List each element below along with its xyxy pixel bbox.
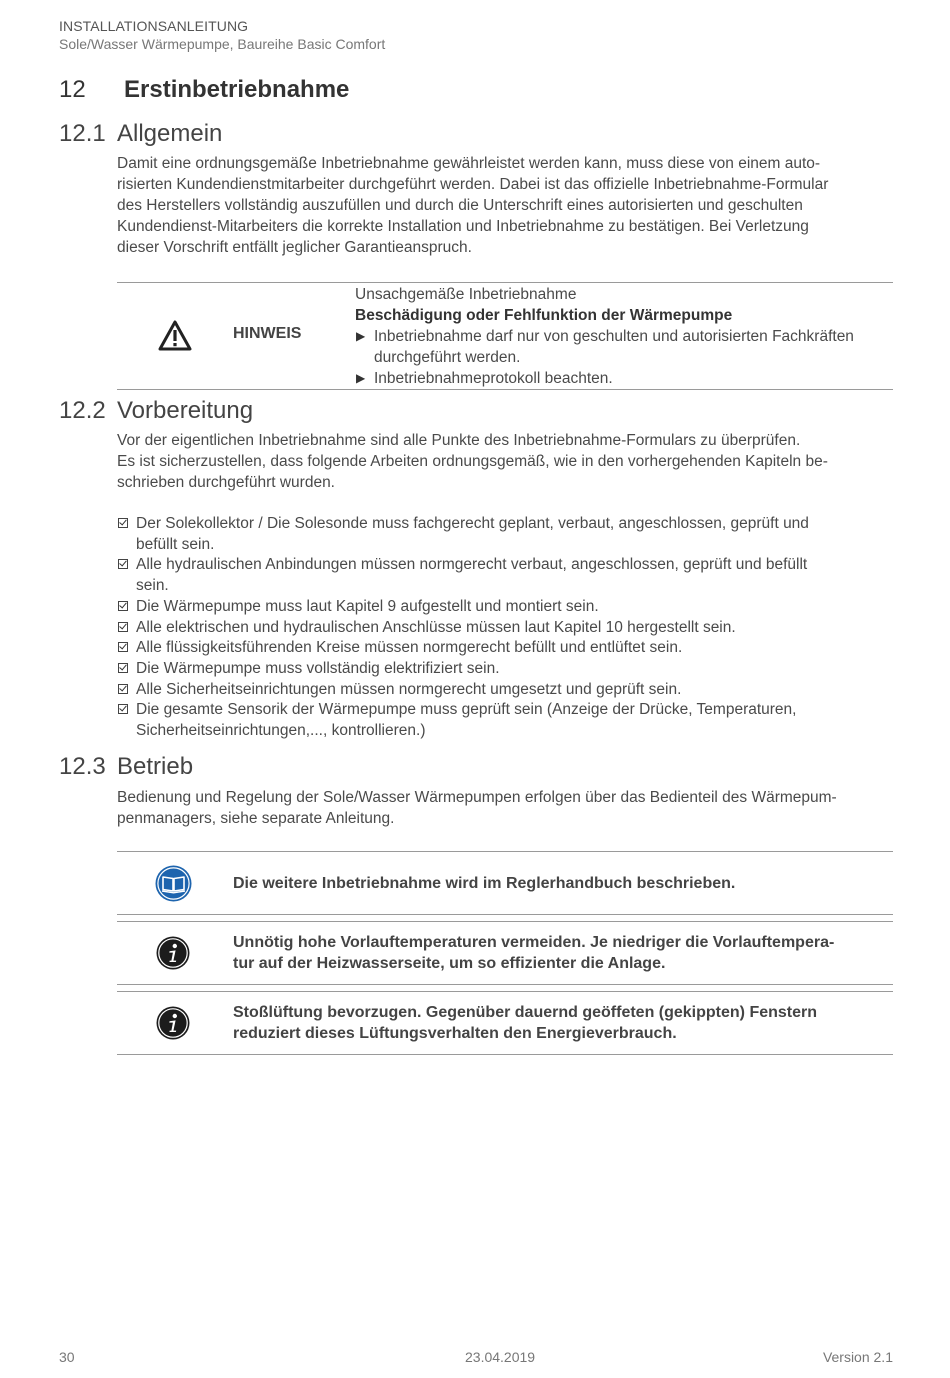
info-box-rule: [117, 1054, 893, 1055]
checklist-item: [117, 659, 893, 680]
text-line: Vor der eigentlichen Inbetriebnahme sind alle Punkte des Inbetriebnahme-Formulars zu überprüfen.: [117, 432, 801, 449]
info-box-rule: [117, 991, 893, 992]
section-heading-betrieb: [59, 753, 193, 781]
page-number: 30: [59, 1349, 75, 1365]
info-box-rule: [117, 914, 893, 915]
chapter-number: 12: [59, 76, 86, 103]
info-line: reduziert dieses Lüftungsverhalten den Energieverbrauch.: [233, 1025, 677, 1042]
preparation-checklist: [117, 514, 893, 742]
section-vorbereitung-text: [117, 430, 893, 493]
text-line: Es ist sicherzustellen, dass folgende Arbeiten ordnungsgemäß, wie in den vorhergehenden Kapiteln be-: [117, 453, 828, 470]
checklist-line: Der Solekollektor / Die Solesonde muss fachgerecht geplant, verbaut, angeschlossen, geprüft und: [136, 515, 809, 532]
checklist-line: Sicherheitseinrichtungen,..., kontrollieren.): [136, 722, 426, 740]
checkbox-checked-icon: [118, 663, 128, 673]
info-icon: [156, 1006, 190, 1045]
notice-bullet: [355, 326, 900, 368]
text-line: Kundendienst-Mitarbeiters die korrekte Installation und Inbetriebnahme zu bestätigen. Bei Verletzung: [117, 218, 809, 235]
checklist-item: [117, 638, 893, 659]
text-line: risierten Kundendienstmitarbeiter durchgeführt werden. Dabei ist das offizielle Inbetriebnahme-Formular: [117, 176, 829, 193]
checklist-item: [117, 618, 893, 639]
section-betrieb-text: [117, 787, 893, 829]
notice-bullet-line: Inbetriebnahmeprotokoll beachten.: [374, 370, 613, 387]
checklist-line: Alle Sicherheitseinrichtungen müssen normgerecht umgesetzt und geprüft sein.: [136, 680, 682, 698]
checklist-line: Alle hydraulischen Anbindungen müssen normgerecht verbaut, angeschlossen, geprüft und befüllt: [136, 556, 808, 574]
checklist-line: Die Wärmepumpe muss laut Kapitel 9 aufgestellt und montiert sein.: [136, 597, 599, 615]
section-title: Betrieb: [117, 753, 194, 780]
notice-text: [355, 284, 900, 389]
checklist-item: [117, 597, 893, 618]
checklist-item: [117, 700, 893, 741]
info-text-flow-temperature: [233, 932, 893, 974]
info-box-rule: [117, 921, 893, 922]
info-line: tur auf der Heizwasserseite, um so effizienter die Anlage.: [233, 955, 666, 972]
notice-heading: Beschädigung oder Fehlfunktion der Wärmepumpe: [355, 307, 733, 324]
checklist-line: sein.: [136, 577, 169, 595]
checklist-line: Die gesamte Sensorik der Wärmepumpe muss geprüft sein (Anzeige der Drücke, Temperaturen,: [136, 701, 797, 719]
text-line: des Herstellers vollständig auszufüllen und durch die Unterschrift eines autorisierten und geschulten: [117, 197, 803, 214]
footer-version: Version 2.1: [822, 1349, 893, 1365]
section-allgemein-text: [117, 153, 893, 258]
notice-subtitle: Unsachgemäße Inbetriebnahme: [355, 286, 577, 303]
chapter-heading: [59, 76, 349, 104]
checkbox-checked-icon: [118, 601, 128, 611]
info-line: Stoßlüftung bevorzugen. Gegenüber dauernd geöffeten (gekippten) Fenstern: [233, 1004, 818, 1021]
info-box-rule: [117, 984, 893, 985]
notice-bullet: [355, 368, 900, 389]
document-header-subtitle: Sole/Wasser Wärmepumpe, Baureihe Basic Comfort: [59, 36, 386, 52]
notice-label: HINWEIS: [233, 325, 302, 342]
section-title: Allgemein: [117, 120, 223, 147]
triangle-bullet-icon: ▶: [356, 371, 366, 385]
info-text-ventilation: [233, 1002, 893, 1044]
footer-date: 23.04.2019: [465, 1349, 536, 1365]
chapter-title: Erstinbetriebnahme: [124, 76, 350, 103]
info-text-manual: [233, 873, 893, 894]
text-line: Damit eine ordnungsgemäße Inbetriebnahme gewährleistet werden kann, muss diese von einem auto-: [117, 155, 821, 172]
checklist-line: befüllt sein.: [136, 535, 215, 553]
info-line: Die weitere Inbetriebnahme wird im Reglerhandbuch beschrieben.: [233, 875, 736, 892]
triangle-bullet-icon: ▶: [356, 329, 366, 343]
info-icon: [156, 936, 190, 975]
checkbox-checked-icon: [118, 559, 128, 569]
checkbox-checked-icon: [118, 622, 128, 632]
info-box-rule: [117, 851, 893, 852]
text-line: schrieben durchgeführt wurden.: [117, 474, 335, 491]
section-number: 12.3: [59, 753, 106, 780]
checklist-line: Alle elektrischen und hydraulischen Anschlüsse müssen laut Kapitel 10 hergestellt sein.: [136, 618, 736, 636]
checklist-line: Alle flüssigkeitsführenden Kreise müssen normgerecht befüllt und entlüftet sein.: [136, 639, 683, 657]
checklist-item: [117, 680, 893, 701]
text-line: Bedienung und Regelung der Sole/Wasser Wärmepumpen erfolgen über das Bedienteil des Wärmepum-: [117, 789, 837, 806]
checkbox-checked-icon: [118, 704, 128, 714]
checkbox-checked-icon: [118, 518, 128, 528]
checklist-item: [117, 555, 893, 596]
text-line: dieser Vorschrift entfällt jeglicher Garantieanspruch.: [117, 239, 472, 256]
checkbox-checked-icon: [118, 684, 128, 694]
section-heading-allgemein: [59, 120, 222, 148]
warning-triangle-icon: [157, 319, 193, 358]
text-line: penmanagers, siehe separate Anleitung.: [117, 810, 395, 827]
section-heading-vorbereitung: [59, 397, 253, 425]
document-header-title: INSTALLATIONSANLEITUNG: [59, 18, 249, 34]
checkbox-checked-icon: [118, 642, 128, 652]
read-manual-icon: [155, 865, 192, 907]
section-title: Vorbereitung: [117, 397, 254, 424]
info-line: Unnötig hohe Vorlauftemperaturen vermeiden. Je niedriger die Vorlauftempera-: [233, 934, 835, 951]
section-number: 12.2: [59, 397, 106, 424]
checklist-item: [117, 514, 893, 555]
checklist-line: Die Wärmepumpe muss vollständig elektrifiziert sein.: [136, 659, 500, 677]
notice-bottom-rule: [117, 389, 893, 390]
section-number: 12.1: [59, 120, 106, 147]
notice-bullet-line: Inbetriebnahme darf nur von geschulten und autorisierten Fachkräften: [374, 328, 854, 345]
notice-top-rule: [117, 282, 893, 283]
notice-bullet-line: durchgeführt werden.: [374, 349, 521, 366]
